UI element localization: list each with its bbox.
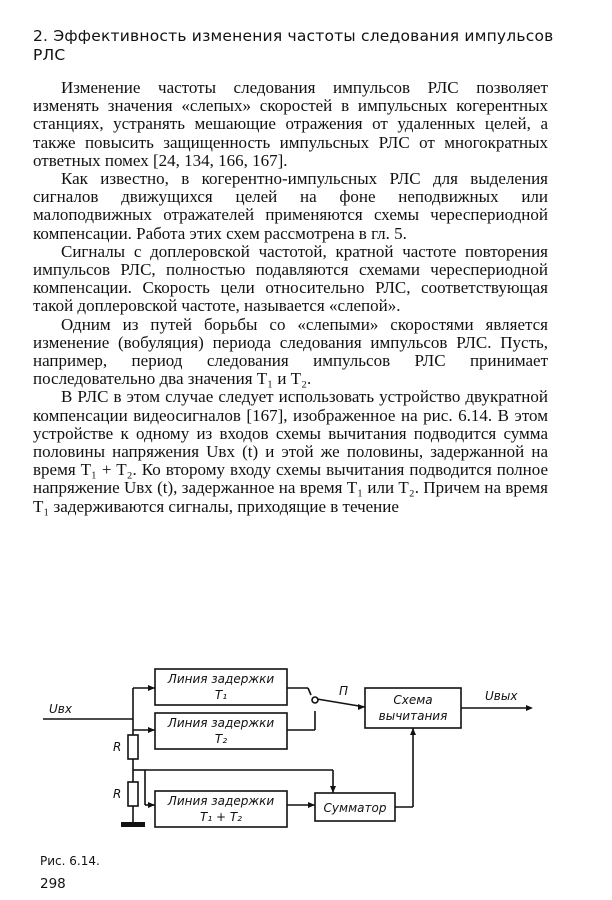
switch-contact-1	[308, 688, 311, 695]
arrow-delay2-in	[148, 727, 155, 733]
resistor1-label: R	[113, 740, 122, 754]
paragraph: Сигналы с доплеровской частотой, кратной частоте повторения импульсов РЛС, полностью подавляются схемами череспериодной компенсации. Скорость цели относительно РЛС, соответствующая такой доплеровской частоте, называется «слепой».	[33, 241, 548, 316]
paragraph: Изменение частоты следования импульсов РЛС позволяет изменять значения «слепых» скоростей в импульсных когерентных станциях, устранять мешающие отражения от удаленных целей, а также повысить защищенность импульсных РЛС от многократных ответных помех [24, 134, 166, 167].	[33, 78, 548, 170]
delay1-label: Линия задержки	[167, 672, 275, 686]
adder-label: Сумматор	[323, 801, 387, 815]
resistor2-label: R	[113, 787, 122, 801]
resistor-1	[128, 735, 138, 759]
circuit-diagram	[33, 655, 573, 840]
paragraph: Одним из путей борьбы со «слепыми» скоростями является изменение (вобуляция) периода следования импульсов РЛС. Пусть, например, период следования импульсов РЛС принимает последовательно два значения T₁ и T₂.	[33, 314, 548, 389]
arrow-delay3-in	[148, 802, 155, 808]
paragraph: В РЛС в этом случае следует использовать устройство двукратной компенсации видеосигналов [167], изображенное на рис. 6.14. В этом устройстве к одному из входов схемы вычитания подводится сумма половины напряжения Uвх (t) и этой же половины, задержанной на время T₁ + T₂. Ко второму входу схемы вычитания подводится полное напряжение Uвх (t), задержанное на время T₁ или T₂. Причем на время T₁ задерживаются сигналы, приходящие в течение	[33, 387, 548, 516]
arrow-delay1-in	[148, 685, 155, 691]
switch-label: П	[339, 684, 349, 698]
delay2-sublabel: T₂	[214, 732, 228, 746]
arrow-adder-bypass-in	[330, 786, 336, 793]
arrow-output	[526, 705, 533, 711]
delay2-label: Линия задержки	[167, 716, 275, 730]
paragraph: Как известно, в когерентно-импульсных РЛС для выделения сигналов движущихся целей на фоне неподвижных или малоподвижных отражателей применяются схемы череспериодной компенсации. Работа этих схем рассмотрена в гл. 5.	[33, 169, 548, 243]
switch-pivot	[312, 697, 318, 703]
arrow-subtractor-in-2	[410, 728, 416, 735]
delay3-label: Линия задержки	[167, 794, 275, 808]
subtractor-label: Схема	[393, 693, 433, 707]
delay1-sublabel: T₁	[214, 688, 228, 702]
page-number: 298	[40, 876, 66, 892]
section-heading: 2. Эффективность изменения частоты следования импульсов РЛС	[33, 27, 554, 64]
input-label: Uвх	[49, 702, 72, 716]
body-text	[33, 79, 548, 516]
arrow-subtractor-in	[358, 704, 365, 710]
subtractor-sublabel: вычитания	[378, 709, 448, 723]
delay3-sublabel: T₁ + T₂	[200, 810, 242, 824]
resistor-2	[128, 782, 138, 806]
ground-icon	[121, 822, 145, 827]
arrow-adder-in	[308, 802, 315, 808]
figure-caption: Рис. 6.14.	[40, 854, 100, 868]
switch-arm	[317, 699, 365, 707]
output-label: Uвых	[485, 689, 518, 703]
